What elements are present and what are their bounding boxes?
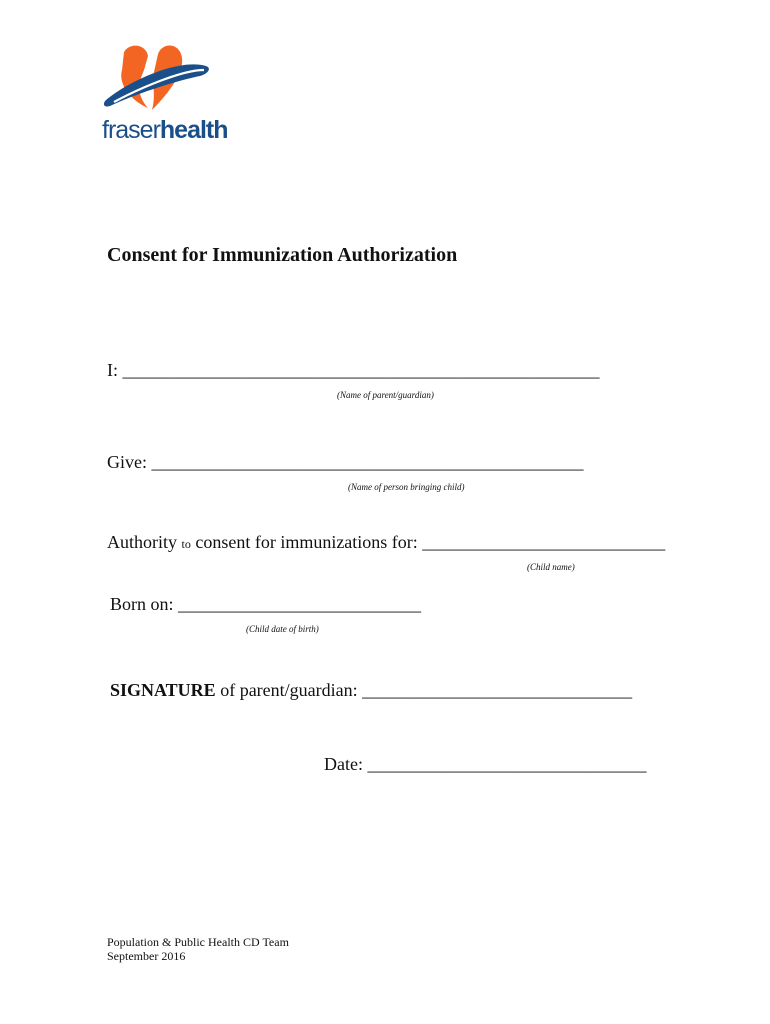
child-name-field[interactable] xyxy=(107,532,665,553)
child-dob-field[interactable] xyxy=(110,594,421,615)
born-caption: (Child date of birth) xyxy=(246,624,319,634)
signature-line[interactable]: ______________________________ xyxy=(362,680,633,700)
authority-label-to: to xyxy=(181,537,191,551)
page-title: Consent for Immunization Authorization xyxy=(107,244,458,266)
parent-name-label: I: xyxy=(107,360,118,380)
logo-wordmark: fraserhealth xyxy=(102,116,228,144)
give-line[interactable]: ________________________________________________ xyxy=(151,452,584,472)
born-label: Born on: xyxy=(110,594,174,614)
person-bringing-child-field[interactable] xyxy=(107,452,584,473)
fraserhealth-logo xyxy=(100,40,228,152)
parent-name-field[interactable] xyxy=(107,360,600,381)
footer-team: Population & Public Health CD Team xyxy=(107,935,289,949)
date-line[interactable]: _______________________________ xyxy=(367,754,647,774)
authority-label-b: consent for immunizations for: xyxy=(195,532,418,552)
signature-field[interactable] xyxy=(110,680,632,701)
child-name-caption: (Child name) xyxy=(527,562,575,572)
signature-label-rest: of parent/guardian: xyxy=(220,680,358,700)
parent-name-caption: (Name of parent/guardian) xyxy=(337,390,434,400)
give-label: Give: xyxy=(107,452,147,472)
parent-name-line[interactable]: _____________________________________________________ xyxy=(122,360,600,380)
child-name-line[interactable]: ___________________________ xyxy=(422,532,666,552)
born-line[interactable]: ___________________________ xyxy=(178,594,422,614)
heart-logo-icon xyxy=(100,40,220,120)
give-caption: (Name of person bringing child) xyxy=(348,482,465,492)
footer-date: September 2016 xyxy=(107,949,186,963)
date-field[interactable] xyxy=(324,754,646,775)
authority-label-a: Authority xyxy=(107,532,177,552)
footer xyxy=(107,935,289,963)
date-label: Date: xyxy=(324,754,363,774)
signature-label-bold: SIGNATURE xyxy=(110,680,216,700)
